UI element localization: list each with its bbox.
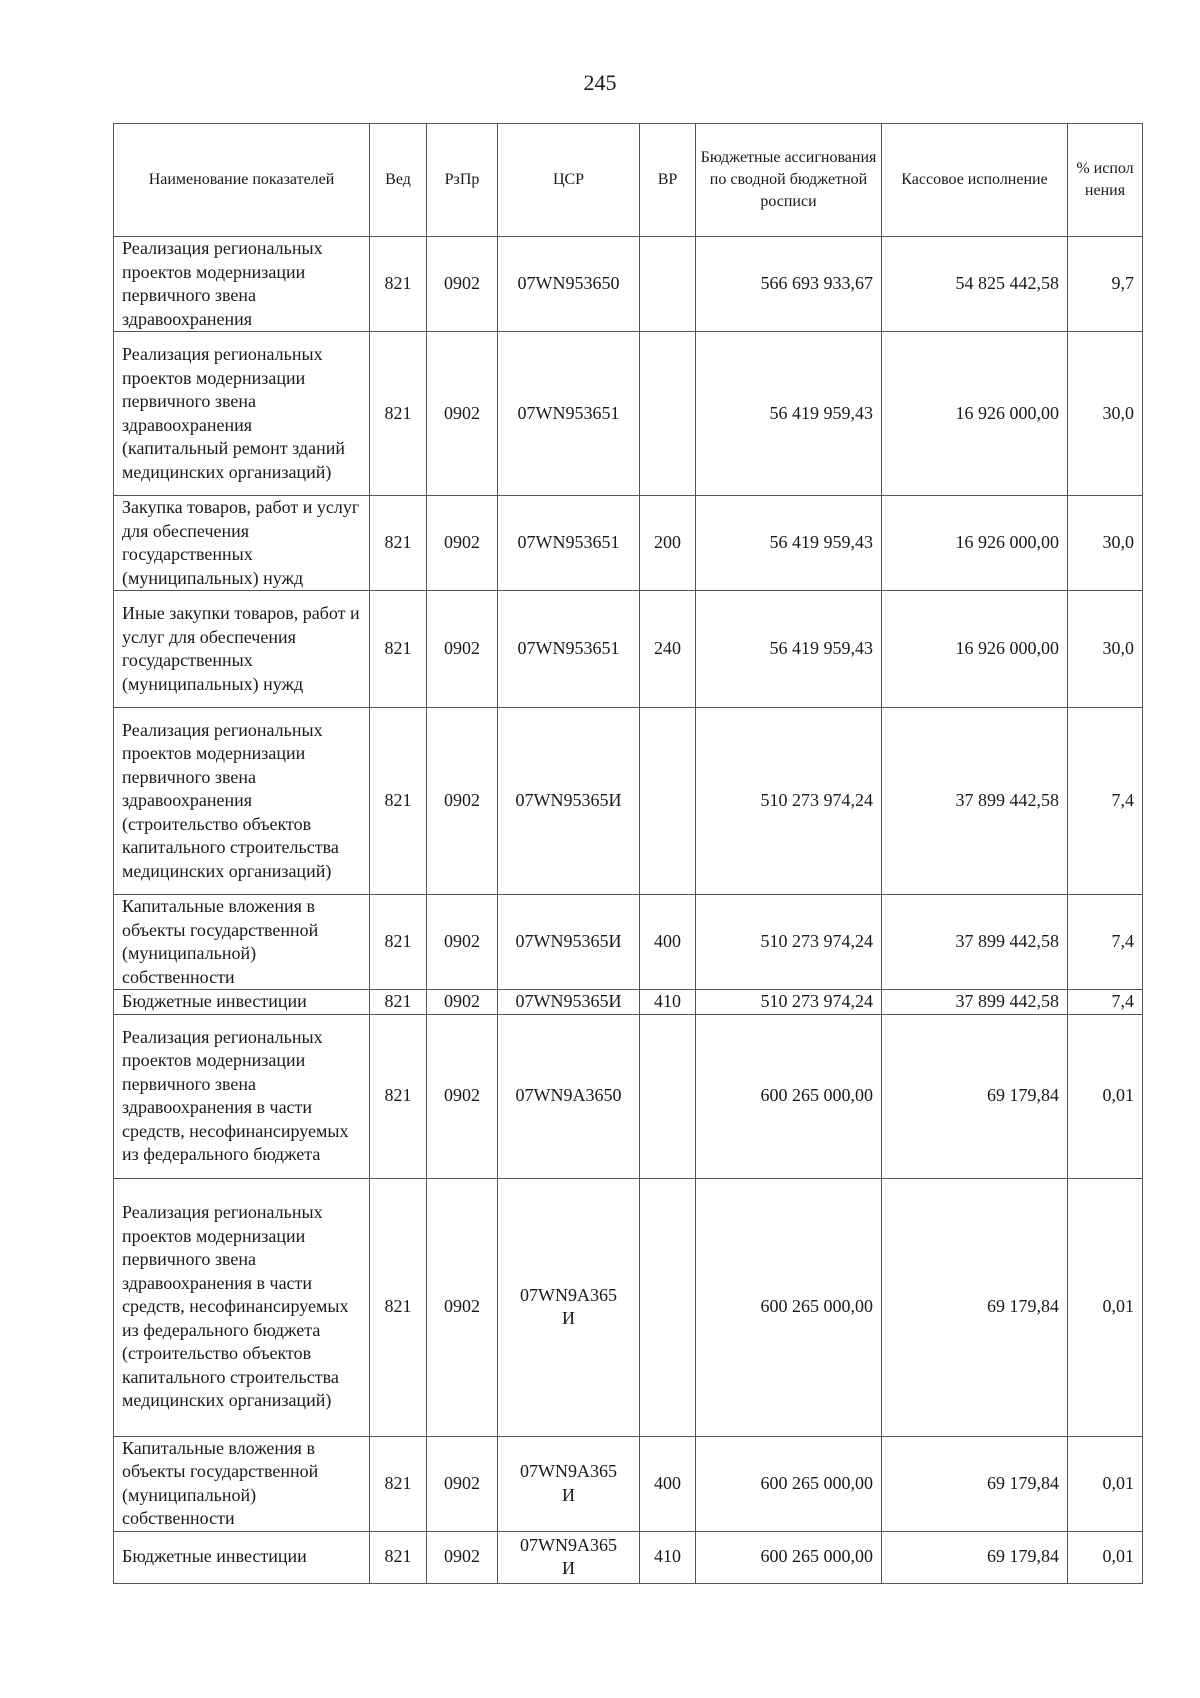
table-row <box>114 237 1143 332</box>
row-ved: 821 <box>370 237 427 332</box>
row-rzpr: 0902 <box>427 591 498 708</box>
row-csr: 07WN95365И <box>498 708 640 895</box>
col-header-ved: Вед <box>370 124 427 237</box>
row-budget: 510 273 974,24 <box>696 895 882 990</box>
row-name: Реализация региональных проектов модернизации первичного звена здравоохранения в части средств, несофинансируемых из федерального бюджета <box>114 1014 370 1178</box>
row-pct: 7,4 <box>1068 990 1143 1015</box>
row-pct: 30,0 <box>1068 332 1143 496</box>
row-name: Капитальные вложения в объекты государственной (муниципальной) собственности <box>114 1436 370 1531</box>
row-pct: 7,4 <box>1068 708 1143 895</box>
table-row <box>114 1436 1143 1531</box>
row-budget: 510 273 974,24 <box>696 708 882 895</box>
row-vr <box>640 708 696 895</box>
page-number: 245 <box>583 70 617 95</box>
row-budget: 56 419 959,43 <box>696 591 882 708</box>
row-cash: 16 926 000,00 <box>882 496 1068 591</box>
row-cash: 16 926 000,00 <box>882 332 1068 496</box>
row-name: Капитальные вложения в объекты государственной (муниципальной) собственности <box>114 895 370 990</box>
col-header-name: Наименование показателей <box>114 124 370 237</box>
row-rzpr: 0902 <box>427 332 498 496</box>
row-ved: 821 <box>370 708 427 895</box>
row-pct: 0,01 <box>1068 1178 1143 1436</box>
table-row <box>114 496 1143 591</box>
row-pct: 7,4 <box>1068 895 1143 990</box>
row-vr <box>640 237 696 332</box>
row-name: Закупка товаров, работ и услуг для обеспечения государственных (муниципальных) нужд <box>114 496 370 591</box>
row-ved: 821 <box>370 332 427 496</box>
row-cash: 54 825 442,58 <box>882 237 1068 332</box>
row-vr: 400 <box>640 1436 696 1531</box>
row-budget: 510 273 974,24 <box>696 990 882 1015</box>
row-cash: 69 179,84 <box>882 1178 1068 1436</box>
row-ved: 821 <box>370 1014 427 1178</box>
row-name: Бюджетные инвестиции <box>114 1531 370 1583</box>
row-ved: 821 <box>370 1531 427 1583</box>
col-header-rzpr: РзПр <box>427 124 498 237</box>
row-csr: 07WN953651 <box>498 591 640 708</box>
row-vr: 400 <box>640 895 696 990</box>
table-row <box>114 1178 1143 1436</box>
row-pct: 0,01 <box>1068 1014 1143 1178</box>
row-name: Реализация региональных проектов модернизации первичного звена здравоохранения (капитальный ремонт зданий медицинских организаций) <box>114 332 370 496</box>
table-row <box>114 990 1143 1015</box>
row-vr <box>640 332 696 496</box>
row-ved: 821 <box>370 496 427 591</box>
row-vr: 410 <box>640 990 696 1015</box>
row-csr: 07WN9A365 И <box>498 1531 640 1583</box>
row-name: Реализация региональных проектов модернизации первичного звена здравоохранения <box>114 237 370 332</box>
row-name: Бюджетные инвестиции <box>114 990 370 1015</box>
row-rzpr: 0902 <box>427 237 498 332</box>
budget-table <box>113 123 1143 1584</box>
row-ved: 821 <box>370 990 427 1015</box>
row-budget: 56 419 959,43 <box>696 496 882 591</box>
row-rzpr: 0902 <box>427 496 498 591</box>
row-rzpr: 0902 <box>427 990 498 1015</box>
row-budget: 600 265 000,00 <box>696 1178 882 1436</box>
row-ved: 821 <box>370 895 427 990</box>
row-vr <box>640 1178 696 1436</box>
row-csr: 07WN9A365 И <box>498 1178 640 1436</box>
row-ved: 821 <box>370 1436 427 1531</box>
table-row <box>114 895 1143 990</box>
row-cash: 69 179,84 <box>882 1436 1068 1531</box>
row-rzpr: 0902 <box>427 1436 498 1531</box>
row-budget: 600 265 000,00 <box>696 1014 882 1178</box>
table-row <box>114 1531 1143 1583</box>
row-pct: 0,01 <box>1068 1531 1143 1583</box>
table-row <box>114 332 1143 496</box>
row-budget: 566 693 933,67 <box>696 237 882 332</box>
row-csr: 07WN953651 <box>498 496 640 591</box>
row-cash: 69 179,84 <box>882 1014 1068 1178</box>
row-cash: 69 179,84 <box>882 1531 1068 1583</box>
row-pct: 0,01 <box>1068 1436 1143 1531</box>
row-rzpr: 0902 <box>427 895 498 990</box>
row-csr: 07WN953651 <box>498 332 640 496</box>
col-header-vr: ВР <box>640 124 696 237</box>
row-budget: 600 265 000,00 <box>696 1436 882 1531</box>
col-header-pct: % испол нения <box>1068 124 1143 237</box>
col-header-csr: ЦСР <box>498 124 640 237</box>
table-row <box>114 708 1143 895</box>
row-csr: 07WN95365И <box>498 895 640 990</box>
row-rzpr: 0902 <box>427 708 498 895</box>
table-row <box>114 1014 1143 1178</box>
row-pct: 9,7 <box>1068 237 1143 332</box>
row-vr: 410 <box>640 1531 696 1583</box>
table-header-row <box>114 124 1143 237</box>
row-rzpr: 0902 <box>427 1014 498 1178</box>
row-budget: 56 419 959,43 <box>696 332 882 496</box>
row-vr <box>640 1014 696 1178</box>
row-ved: 821 <box>370 1178 427 1436</box>
row-name: Иные закупки товаров, работ и услуг для обеспечения государственных (муниципальных) нужд <box>114 591 370 708</box>
col-header-cash: Кассовое исполнение <box>882 124 1068 237</box>
col-header-budget: Бюджетные ассигнования по сводной бюджетной росписи <box>696 124 882 237</box>
row-csr: 07WN9A365 И <box>498 1436 640 1531</box>
row-csr: 07WN953650 <box>498 237 640 332</box>
table-row <box>114 591 1143 708</box>
row-vr: 240 <box>640 591 696 708</box>
row-budget: 600 265 000,00 <box>696 1531 882 1583</box>
row-cash: 37 899 442,58 <box>882 990 1068 1015</box>
row-pct: 30,0 <box>1068 591 1143 708</box>
row-name: Реализация региональных проектов модернизации первичного звена здравоохранения в части средств, несофинансируемых из федерального бюджета (строительство объектов капитального строительства медицинских организаций) <box>114 1178 370 1436</box>
row-pct: 30,0 <box>1068 496 1143 591</box>
row-vr: 200 <box>640 496 696 591</box>
row-name: Реализация региональных проектов модернизации первичного звена здравоохранения (строительство объектов капитального строительства медицинских организаций) <box>114 708 370 895</box>
row-rzpr: 0902 <box>427 1531 498 1583</box>
row-ved: 821 <box>370 591 427 708</box>
row-csr: 07WN9A3650 <box>498 1014 640 1178</box>
row-csr: 07WN95365И <box>498 990 640 1015</box>
row-cash: 16 926 000,00 <box>882 591 1068 708</box>
row-cash: 37 899 442,58 <box>882 895 1068 990</box>
row-rzpr: 0902 <box>427 1178 498 1436</box>
row-cash: 37 899 442,58 <box>882 708 1068 895</box>
